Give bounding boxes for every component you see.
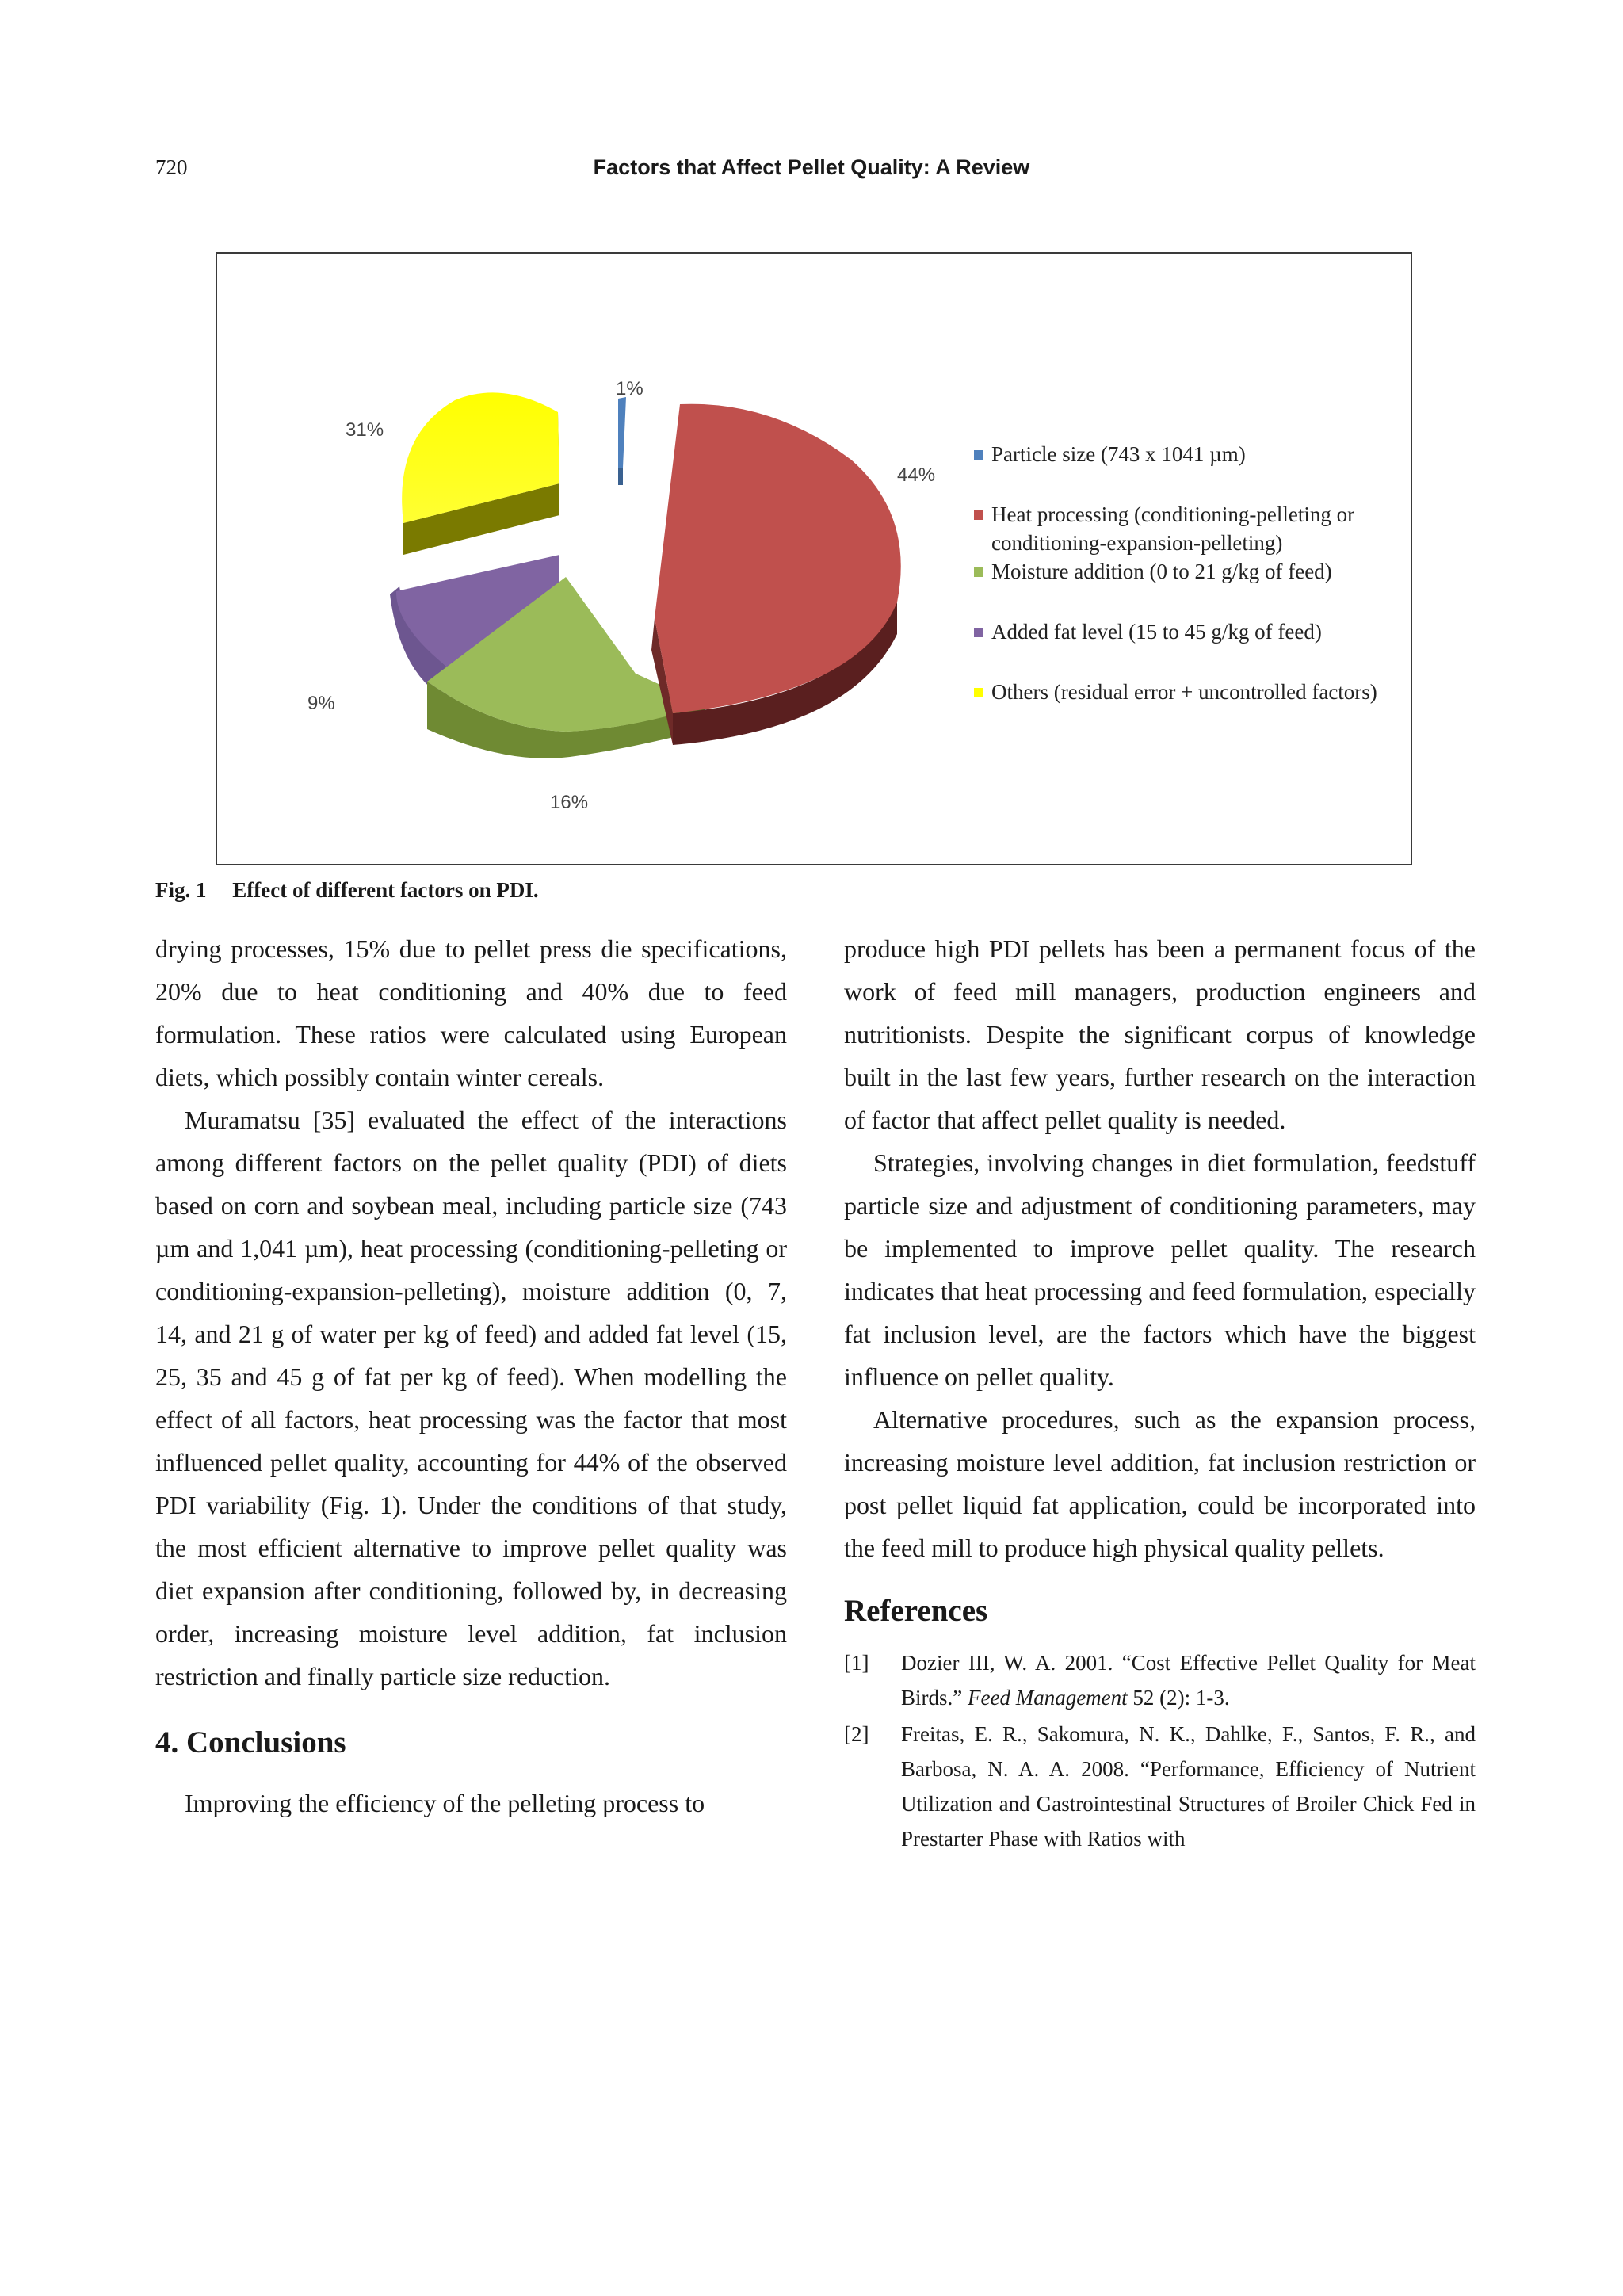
legend-label: Heat processing (conditioning-pelleting or conditioning-expansion-pelleting): [991, 502, 1355, 555]
body-paragraph: produce high PDI pellets has been a permanent focus of the work of feed mill managers, production engineers and nutritionists. Despite the significant corpus of knowledge built in the last few years, further research on the interaction of factor that affect pellet quality is needed.: [844, 934, 1476, 1134]
reference-number: [1]: [844, 1651, 869, 1675]
reference-text: Freitas, E. R., Sakomura, N. K., Dahlke, F., Santos, F. R., and Barbosa, N. A. A. 2008. “Performance, Efficiency of Nutrient Utilization and Gastrointestinal Structures of Broiler Chick Fed in Prestarter Phase with Ratios with: [901, 1722, 1476, 1851]
legend-swatch: [974, 567, 983, 577]
label-31pct: 31%: [346, 419, 384, 441]
reference-journal: Feed Management: [968, 1686, 1128, 1710]
body-paragraph: drying processes, 15% due to pellet press die specifications, 20% due to heat conditioning and 40% due to feed formulation. These ratios were calculated using European diets, which possibly contain winter cereals.: [155, 934, 787, 1091]
legend-label: Others (residual error + uncontrolled factors): [991, 680, 1377, 704]
body-paragraph: Muramatsu [35] evaluated the effect of the interactions among different factors on the pellet quality (PDI) of diets based on corn and soybean meal, including particle size (743 µm and 1,041 µm), heat processing (conditioning-pelleting or conditioning-expansion-pelleting), moisture addition (0, 7, 14, and 21 g of water per kg of feed) and added fat level (15, 25, 35 and 45 g of fat per kg of feed). When modelling the effect of all factors, heat processing was the factor that most influenced pellet quality, accounting for 44% of the observed PDI variability (Fig. 1). Under the conditions of that study, the most efficient alternative to improve pellet quality was diet expansion after conditioning, followed by, in decreasing order, increasing moisture level addition, fat inclusion restriction and finally particle size reduction.: [155, 1106, 787, 1690]
pie-slice-heat-processing: [651, 404, 901, 745]
section-heading-conclusions: 4. Conclusions: [155, 1725, 346, 1759]
figure-caption: [155, 878, 539, 903]
label-1pct: 1%: [616, 378, 643, 399]
running-title: Factors that Affect Pellet Quality: A Review: [593, 155, 1030, 179]
reference-text-tail: 52 (2): 1-3.: [1127, 1686, 1230, 1710]
legend-swatch: [974, 688, 983, 697]
reference-text: Dozier III, W. A. 2001. “Cost Effective Pellet Quality for Meat Birds.”: [901, 1651, 1476, 1710]
page-number: 720: [155, 155, 188, 179]
legend-swatch: [974, 510, 983, 520]
body-paragraph: Alternative procedures, such as the expansion process, increasing moisture level addition, fat inclusion restriction or post pellet liquid fat application, could be incorporated into the feed mill to produce high physical quality pellets.: [844, 1405, 1476, 1562]
legend-label: Moisture addition (0 to 21 g/kg of feed): [991, 560, 1332, 583]
figure-frame: [216, 252, 1412, 865]
legend-swatch: [974, 628, 983, 637]
legend-swatch: [974, 450, 983, 460]
label-16pct: 16%: [550, 792, 589, 813]
legend-label: Added fat level (15 to 45 g/kg of feed): [991, 620, 1322, 644]
reference-number: [2]: [844, 1722, 869, 1746]
right-column: [844, 927, 1476, 1858]
label-9pct: 9%: [307, 693, 335, 714]
body-paragraph: Strategies, involving changes in diet formulation, feedstuff particle size and adjustment of conditioning parameters, may be implemented to improve pellet quality. The research indicates that heat processing and feed formulation, especially fat inclusion level, are the factors which have the biggest influence on pellet quality.: [844, 1148, 1476, 1391]
chart-legend: [974, 440, 1418, 706]
figure-caption-number: Fig. 1: [155, 878, 207, 902]
reference-item: [844, 1717, 1476, 1856]
legend-label: Particle size (743 x 1041 µm): [991, 442, 1246, 466]
legend-item: [974, 617, 1418, 646]
pie-slice-others: [402, 392, 559, 555]
reference-item: [844, 1645, 1476, 1715]
legend-item: [974, 440, 1418, 468]
legend-item: [974, 500, 1418, 557]
legend-item: [974, 678, 1418, 706]
references-heading: References: [844, 1594, 988, 1628]
body-paragraph: Improving the efficiency of the pelleting process to: [185, 1789, 705, 1817]
left-column: [155, 927, 787, 1824]
figure-caption-text: Effect of different factors on PDI.: [232, 878, 539, 902]
pie-slice-particle-size: [618, 397, 626, 485]
label-44pct: 44%: [897, 464, 936, 486]
legend-item: [974, 557, 1418, 586]
